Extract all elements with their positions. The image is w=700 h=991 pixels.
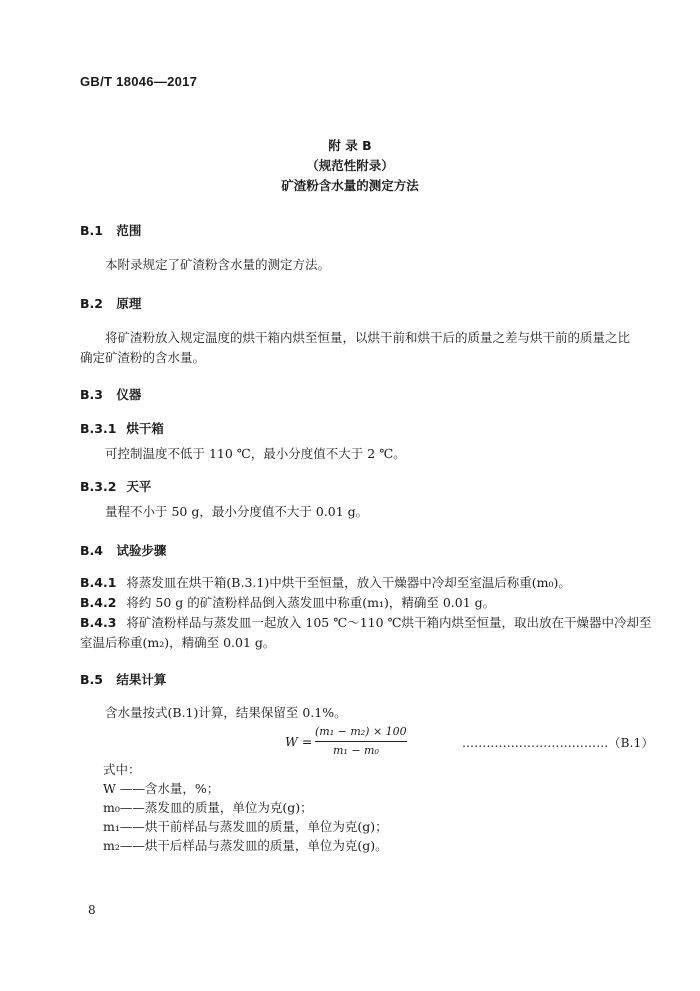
section-heading-b1 <box>80 221 141 239</box>
formula-label: ………………………………（B.1） <box>462 736 654 750</box>
step-number: B.4.2 <box>80 595 117 610</box>
b5-paragraph: 含水量按式(B.1)计算，结果保留至 0.1%。 <box>105 705 347 720</box>
section-number: B.4 <box>80 543 103 558</box>
appendix-title-block <box>0 136 700 196</box>
section-title: 天平 <box>126 479 152 494</box>
section-heading-b31 <box>80 419 164 437</box>
appendix-label: 附 录 B <box>328 138 372 153</box>
variable-definition: W ——含水量，%； <box>103 781 220 796</box>
section-title: 仪器 <box>116 387 142 402</box>
standard-code: GB/T 18046—2017 <box>80 74 198 89</box>
section-number: B.3.2 <box>80 479 117 494</box>
b32-paragraph: 量程不小于 50 g，最小分度值不大于 0.01 g。 <box>105 504 369 519</box>
variable-definition: m₁——烘干前样品与蒸发皿的质量，单位为克(g)； <box>103 819 388 834</box>
step-number: B.4.1 <box>80 575 117 590</box>
step-text: 将矿渣粉样品与蒸发皿一起放入 105 ℃～110 ℃烘干箱内烘至恒量，取出放在干燥器中冷却至 <box>126 615 652 630</box>
appendix-name: 矿渣粉含水量的测定方法 <box>281 178 419 193</box>
b41-step <box>80 573 571 593</box>
section-title: 原理 <box>116 296 142 311</box>
step-text: 将约 50 g 的矿渣粉样品倒入蒸发皿中称重(m₁)，精确至 0.01 g。 <box>126 595 496 610</box>
variable-definitions <box>103 760 388 855</box>
b2-paragraph-line2: 确定矿渣粉的含水量。 <box>80 350 206 365</box>
section-heading-b3 <box>80 385 141 403</box>
step-text: 将蒸发皿在烘干箱(B.3.1)中烘干至恒量，放入干燥器中冷却至室温后称重(m₀)。 <box>126 575 571 590</box>
section-number: B.2 <box>80 296 103 311</box>
section-heading-b32 <box>80 477 151 495</box>
formula-denominator: m₁ − m₀ <box>333 744 379 757</box>
b43-step-continued: 室温后称重(m₂)，精确至 0.01 g。 <box>80 635 276 650</box>
b43-step <box>80 613 652 633</box>
variable-definition: m₀——蒸发皿的质量，单位为克(g)； <box>103 800 313 815</box>
section-title: 试验步骤 <box>116 543 167 558</box>
section-number: B.5 <box>80 672 103 687</box>
b31-paragraph: 可控制温度不低于 110 ℃，最小分度值不大于 2 ℃。 <box>105 446 406 461</box>
section-number: B.3 <box>80 387 103 402</box>
section-number: B.3.1 <box>80 421 117 436</box>
where-label: 式中： <box>103 762 141 777</box>
b2-paragraph-line1: 将矿渣粉放入规定温度的烘干箱内烘至恒量，以烘干前和烘干后的质量之差与烘干前的质量之比 <box>105 330 631 345</box>
formula-numerator: (m₁ − m₂) × 100 <box>315 725 407 738</box>
section-number: B.1 <box>80 223 103 238</box>
section-title: 烘干箱 <box>126 421 164 436</box>
page-number: 8 <box>88 903 96 917</box>
b42-step <box>80 593 495 613</box>
section-heading-b4 <box>80 541 166 559</box>
section-title: 范围 <box>116 223 142 238</box>
b1-paragraph: 本附录规定了矿渣粉含水量的测定方法。 <box>105 257 331 272</box>
step-number: B.4.3 <box>80 615 117 630</box>
variable-definition: m₂——烘干后样品与蒸发皿的质量，单位为克(g)。 <box>103 838 388 853</box>
fraction-bar <box>315 741 407 742</box>
section-heading-b5 <box>80 670 166 688</box>
section-title: 结果计算 <box>116 672 167 687</box>
appendix-type: （规范性附录） <box>306 158 394 173</box>
formula-lhs: W = <box>285 734 313 749</box>
moisture-formula <box>285 725 415 759</box>
section-heading-b2 <box>80 294 141 312</box>
